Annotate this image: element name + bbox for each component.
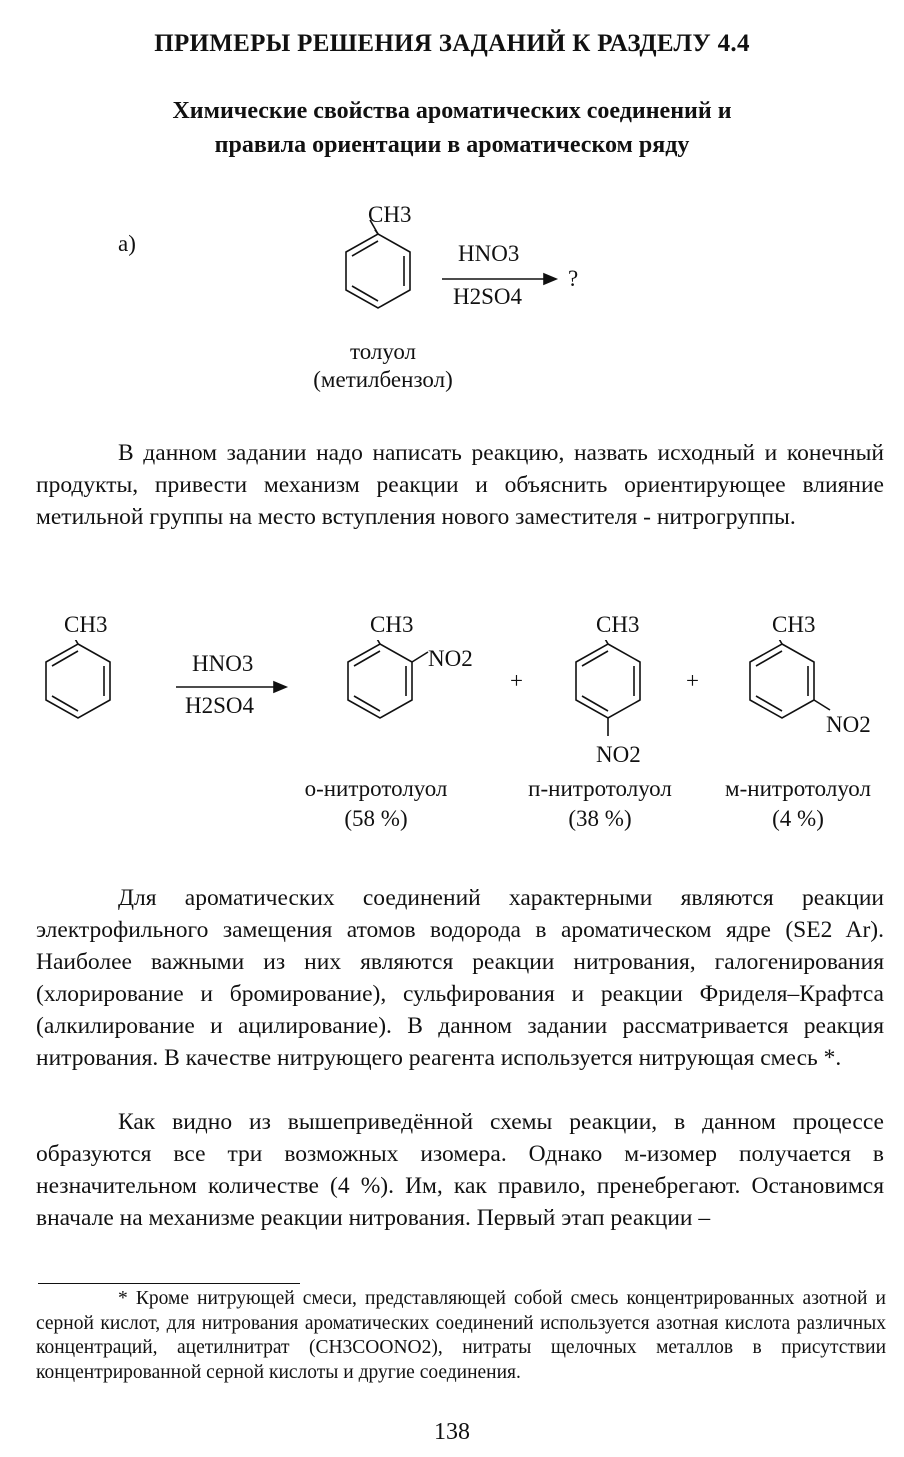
toluene-ch3: CH3: [64, 612, 108, 637]
toluene-ring-a: [330, 230, 440, 330]
footnote-divider: [38, 1283, 300, 1284]
scheme-reagent-bottom: H2SO4: [185, 693, 255, 718]
footnote: * Кроме нитрующей смеси, представляющей собой смесь концентрированных азотной и серной кислот, для нитрования ароматических соединений используется азотная кислота различных концентраций, ацетилнитрат (CH3COONO2), нитраты щелочных металлов в присутствии концентрированной серной кислоты и другие соединения.: [36, 1288, 886, 1383]
p-nitrotoluene-name: п-нитротолуол: [528, 776, 672, 801]
o-nitrotoluene-ring: [332, 640, 432, 740]
o-nitrotoluene-name: о-нитротолуол: [304, 776, 448, 801]
toluene-name-alt: (метилбензол): [313, 367, 453, 392]
paragraph-1: В данном задании надо написать реакцию, назвать исходный и конечный продукты, привести механизм реакции и объяснить ориентирующее влияние метильной группы на место вступления нового заместителя - нитрогруппы.: [36, 440, 884, 530]
example-label: а): [118, 231, 136, 256]
p-nitrotoluene-ring: [560, 640, 660, 750]
m-nitrotoluene-no2: NO2: [826, 712, 871, 737]
plus-sign-1: +: [510, 668, 523, 693]
o-nitrotoluene-yield: (58 %): [344, 806, 408, 831]
paragraph-3: Как видно из вышеприведённой схемы реакции, в данном процессе образуются все три возможных изомера. Однако м-изомер получается в незначительном количестве (4 %). Им, как правило, пренебрегают. Остановимся вначале на механизме реакции нитрования. Первый этап реакции –: [36, 1109, 884, 1231]
toluene-a-substituent: [368, 202, 411, 228]
m-nitrotoluene-name: м-нитротолуол: [725, 776, 871, 801]
toluene-name: толуол: [349, 339, 417, 364]
scheme-arrow: [174, 680, 294, 694]
paragraph-2: Для ароматических соединений характерными являются реакции электрофильного замещения атомов водорода в ароматическом ядре (SE2 Ar). Наиболее важными из них являются реакции нитрования, галогенирования (хлорирование и бромирование), сульфирования и реакции Фриделя–Крафтса (алкилирование и ацилирование). В данном задании рассматривается реакция нитрования. В качестве нитрующего реагента используется нитрующая смесь *.: [36, 885, 884, 1071]
scheme-reagent-top: HNO3: [192, 651, 254, 676]
section-subtitle: [0, 94, 904, 162]
section-title: ПРИМЕРЫ РЕШЕНИЯ ЗАДАНИЙ К РАЗДЕЛУ 4.4: [154, 30, 750, 57]
p-nitrotoluene-no2: NO2: [596, 742, 641, 767]
m-nitrotoluene-ch3: CH3: [772, 612, 816, 637]
reagent-bottom-a: H2SO4: [453, 284, 523, 309]
unknown-product: ?: [568, 266, 579, 291]
o-nitrotoluene-no2: NO2: [428, 646, 473, 671]
ch3-text: CH3: [368, 202, 412, 227]
subtitle-line-2: правила ориентации в ароматическом ряду: [214, 132, 690, 158]
o-nitrotoluene-ch3: CH3: [370, 612, 414, 637]
subtitle-line-1: Химические свойства ароматических соединений и: [172, 98, 732, 124]
p-nitrotoluene-yield: (38 %): [568, 806, 632, 831]
p-nitrotoluene-ch3: CH3: [596, 612, 640, 637]
plus-sign-2: +: [686, 668, 699, 693]
reagent-top-a: HNO3: [458, 241, 520, 266]
m-nitrotoluene-yield: (4 %): [772, 806, 824, 831]
page-number: 138: [434, 1419, 470, 1445]
toluene-ring: [30, 640, 120, 740]
